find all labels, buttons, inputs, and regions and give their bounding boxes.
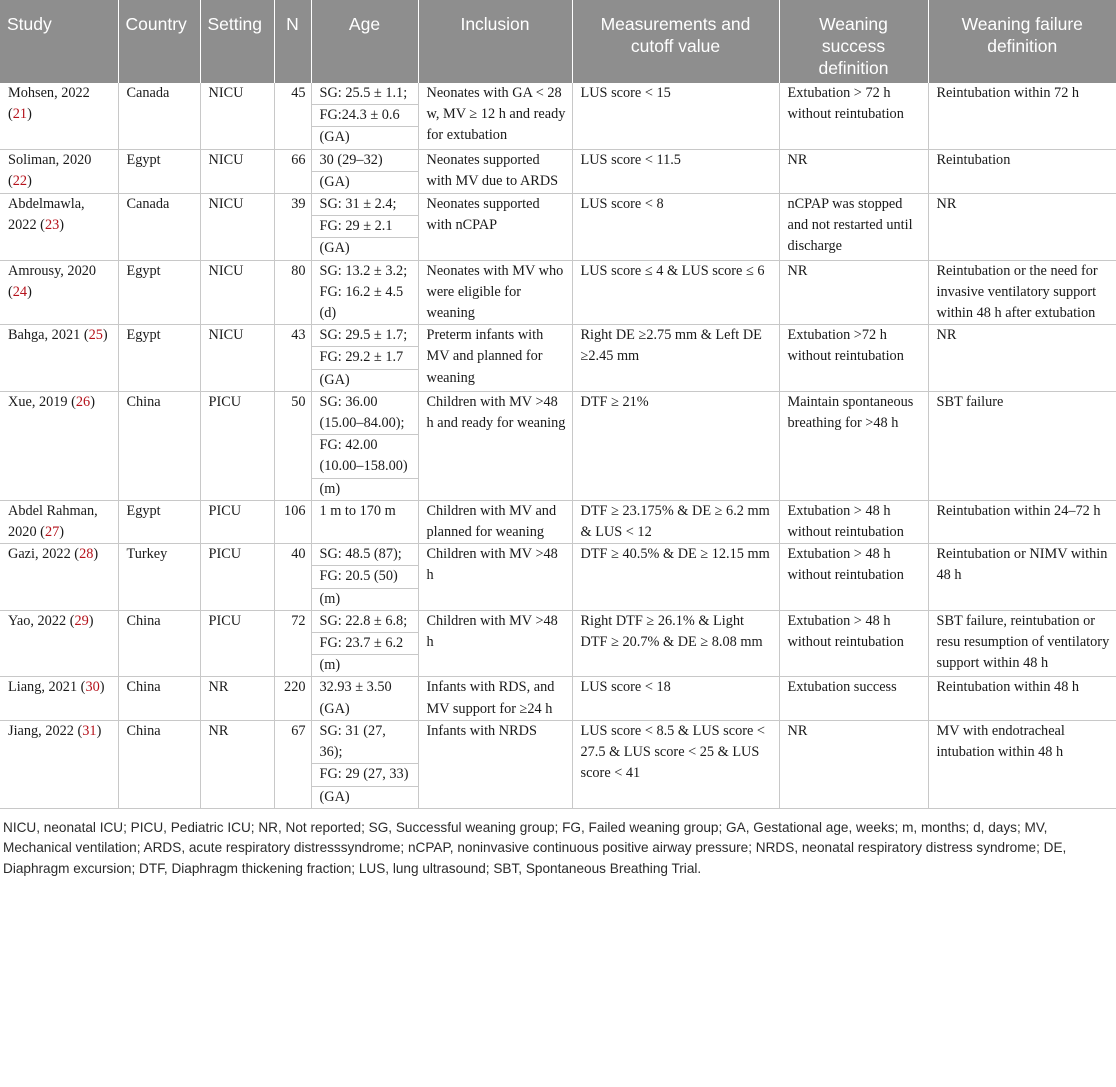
age-line: (GA) bbox=[319, 173, 350, 190]
study-cell: Gazi, 2022 (28) bbox=[0, 544, 118, 611]
age-line: FG: 29.2 ± 1.7 bbox=[312, 347, 418, 369]
study-cell: Yao, 2022 (29) bbox=[0, 610, 118, 677]
country-cell: China bbox=[118, 677, 200, 720]
success-definition-cell: Extubation > 48 h without reintubation bbox=[779, 544, 928, 611]
sample-size-cell: 72 bbox=[274, 610, 311, 677]
setting-cell: NR bbox=[200, 720, 274, 808]
age-line: SG: 31 (27, 36); bbox=[312, 721, 418, 764]
sample-size-cell: 106 bbox=[274, 500, 311, 543]
sample-size-cell: 39 bbox=[274, 194, 311, 261]
measurement-cell: LUS score ≤ 4 & LUS score ≤ 6 bbox=[572, 260, 779, 325]
inclusion-cell: Children with MV and planned for weaning bbox=[418, 500, 572, 543]
study-name: Abdelmawla, 2022 bbox=[8, 196, 85, 234]
table-footnote: NICU, neonatal ICU; PICU, Pediatric ICU; NR, Not reported; SG, Successful weaning group; FG, Failed weaning group; GA, Gestational age, weeks; m, months; d, days; MV, Mechanical ventilation; ARDS, acute respiratory distresssyndrome; nCPAP, noninvasive continuous positive airway pressure; NRDS, neonatal respiratory distress syndrome; DE, Diaphragm excursion; DTF, Diaphragm thickening fraction; LUS, lung ultrasound; SBT, Spontaneous Breathing Trial. bbox=[3, 819, 1067, 876]
study-name: Mohsen, 2022 bbox=[8, 85, 90, 101]
setting-cell: PICU bbox=[200, 544, 274, 611]
table-row bbox=[0, 677, 1116, 720]
table-row bbox=[0, 720, 1116, 808]
measurement-cell: Right DTF ≥ 26.1% & Light DTF ≥ 20.7% & DE ≥ 8.08 mm bbox=[572, 610, 779, 677]
table-row bbox=[0, 391, 1116, 500]
header-weaning-failure: Weaning failure definition bbox=[928, 0, 1116, 83]
failure-definition-cell: SBT failure, reintubation or resu resumption of ventilatory support within 48 h bbox=[928, 610, 1116, 677]
setting-cell: NR bbox=[200, 677, 274, 720]
age-cell bbox=[311, 260, 418, 325]
sample-size-cell: 67 bbox=[274, 720, 311, 808]
inclusion-cell: Neonates supported with MV due to ARDS bbox=[418, 149, 572, 193]
table-row bbox=[0, 194, 1116, 261]
failure-definition-cell: SBT failure bbox=[928, 391, 1116, 500]
study-cell: Liang, 2021 (30) bbox=[0, 677, 118, 720]
success-definition-cell: Extubation > 72 h without reintubation bbox=[779, 83, 928, 149]
success-definition-cell: Extubation >72 h without reintubation bbox=[779, 325, 928, 392]
measurement-cell: LUS score < 11.5 bbox=[572, 149, 779, 193]
header-setting: Setting bbox=[200, 0, 274, 83]
age-cell bbox=[311, 544, 418, 611]
age-cell bbox=[311, 677, 418, 720]
reference-link[interactable]: 24 bbox=[12, 283, 28, 300]
inclusion-cell: Children with MV >48 h bbox=[418, 610, 572, 677]
header-age: Age bbox=[311, 0, 418, 83]
age-line: FG:24.3 ± 0.6 bbox=[312, 105, 418, 127]
header-country: Country bbox=[118, 0, 200, 83]
success-definition-cell: NR bbox=[779, 720, 928, 808]
setting-cell: NICU bbox=[200, 260, 274, 325]
study-cell: Abdelmawla, 2022 (23) bbox=[0, 194, 118, 261]
reference-link[interactable]: 27 bbox=[44, 524, 60, 541]
reference-link[interactable]: 25 bbox=[88, 327, 103, 344]
study-cell: Mohsen, 2022 (21) bbox=[0, 83, 118, 149]
age-line: SG: 25.5 ± 1.1; bbox=[312, 83, 418, 105]
success-definition-cell: Maintain spontaneous breathing for >48 h bbox=[779, 391, 928, 500]
study-name: Liang, 2021 bbox=[8, 679, 78, 696]
header-n: N bbox=[274, 0, 311, 83]
age-line: (m) bbox=[319, 480, 341, 497]
setting-cell: NICU bbox=[200, 149, 274, 193]
measurement-cell: DTF ≥ 40.5% & DE ≥ 12.15 mm bbox=[572, 544, 779, 611]
measurement-cell: LUS score < 8.5 & LUS score < 27.5 & LUS score < 25 & LUS score < 41 bbox=[572, 720, 779, 808]
study-cell: Bahga, 2021 (25) bbox=[0, 325, 118, 392]
table-row bbox=[0, 500, 1116, 543]
study-name: Gazi, 2022 bbox=[8, 546, 71, 563]
age-line: SG: 36.00 (15.00–84.00); bbox=[312, 392, 418, 435]
study-cell: Amrousy, 2020 (24) bbox=[0, 260, 118, 325]
study-name: Abdel Rahman, 2020 bbox=[8, 502, 98, 541]
study-name: Amrousy, 2020 bbox=[8, 262, 97, 279]
inclusion-cell: Children with MV >48 h and ready for weaning bbox=[418, 391, 572, 500]
header-inclusion: Inclusion bbox=[418, 0, 572, 83]
study-name: Jiang, 2022 bbox=[8, 722, 74, 739]
reference-link[interactable]: 28 bbox=[79, 546, 94, 563]
header-weaning-success: Weaning success definition bbox=[779, 0, 928, 83]
table-row bbox=[0, 83, 1116, 149]
failure-definition-cell: Reintubation within 72 h bbox=[928, 83, 1116, 149]
reference-link[interactable]: 29 bbox=[74, 612, 89, 629]
age-line: (GA) bbox=[319, 788, 350, 805]
sample-size-cell: 45 bbox=[274, 83, 311, 149]
table-row bbox=[0, 325, 1116, 392]
reference-link[interactable]: 21 bbox=[12, 106, 28, 123]
age-line: FG: 29 ± 2.1 bbox=[312, 216, 418, 238]
table-row bbox=[0, 149, 1116, 193]
setting-cell: PICU bbox=[200, 500, 274, 543]
inclusion-cell: Neonates with MV who were eligible for weaning bbox=[418, 260, 572, 325]
age-line: 1 m to 170 m bbox=[319, 502, 396, 519]
sample-size-cell: 50 bbox=[274, 391, 311, 500]
age-line: SG: 22.8 ± 6.8; bbox=[312, 611, 418, 633]
country-cell: China bbox=[118, 391, 200, 500]
age-line: SG: 13.2 ± 3.2; FG: 16.2 ± 4.5 (d) bbox=[319, 262, 408, 322]
inclusion-cell: Preterm infants with MV and planned for weaning bbox=[418, 325, 572, 392]
reference-link[interactable]: 26 bbox=[75, 393, 91, 410]
success-definition-cell: Extubation > 48 h without reintubation bbox=[779, 500, 928, 543]
age-line: SG: 29.5 ± 1.7; bbox=[312, 325, 418, 347]
age-cell bbox=[311, 720, 418, 808]
age-cell bbox=[311, 610, 418, 677]
age-cell bbox=[311, 149, 418, 193]
country-cell: Turkey bbox=[118, 544, 200, 611]
setting-cell: NICU bbox=[200, 83, 274, 149]
failure-definition-cell: Reintubation bbox=[928, 149, 1116, 193]
age-line: SG: 31 ± 2.4; bbox=[312, 194, 418, 216]
sample-size-cell: 40 bbox=[274, 544, 311, 611]
inclusion-cell: Infants with RDS, and MV support for ≥24 h bbox=[418, 677, 572, 720]
reference-link[interactable]: 22 bbox=[12, 172, 28, 189]
table-row bbox=[0, 544, 1116, 611]
success-definition-cell: NR bbox=[779, 260, 928, 325]
measurement-cell: Right DE ≥2.75 mm & Left DE ≥2.45 mm bbox=[572, 325, 779, 392]
study-cell: Xue, 2019 (26) bbox=[0, 391, 118, 500]
age-line: (m) bbox=[319, 590, 341, 607]
inclusion-cell: Infants with NRDS bbox=[418, 720, 572, 808]
reference-link[interactable]: 31 bbox=[82, 722, 97, 739]
age-line: SG: 48.5 (87); bbox=[312, 544, 418, 566]
success-definition-cell: Extubation > 48 h without reintubation bbox=[779, 610, 928, 677]
age-cell bbox=[311, 325, 418, 392]
inclusion-cell: Neonates supported with nCPAP bbox=[418, 194, 572, 261]
success-definition-cell: Extubation success bbox=[779, 677, 928, 720]
study-name: Xue, 2019 bbox=[8, 393, 68, 410]
study-name: Soliman, 2020 bbox=[8, 151, 92, 168]
age-line: 32.93 ± 3.50 (GA) bbox=[319, 679, 392, 717]
study-cell: Abdel Rahman, 2020 (27) bbox=[0, 500, 118, 543]
measurement-cell: DTF ≥ 21% bbox=[572, 391, 779, 500]
country-cell: Egypt bbox=[118, 500, 200, 543]
age-cell bbox=[311, 391, 418, 500]
age-cell bbox=[311, 500, 418, 543]
age-line: (GA) bbox=[319, 371, 350, 388]
failure-definition-cell: Reintubation or the need for invasive ventilatory support within 48 h after extubation bbox=[928, 260, 1116, 325]
country-cell: Egypt bbox=[118, 149, 200, 193]
failure-definition-cell: Reintubation within 48 h bbox=[928, 677, 1116, 720]
failure-definition-cell: MV with endotracheal intubation within 48 h bbox=[928, 720, 1116, 808]
age-line: FG: 20.5 (50) bbox=[312, 566, 418, 588]
country-cell: Egypt bbox=[118, 325, 200, 392]
setting-cell: NICU bbox=[200, 325, 274, 392]
study-cell: Jiang, 2022 (31) bbox=[0, 720, 118, 808]
age-line: FG: 42.00 (10.00–158.00) bbox=[312, 435, 418, 478]
setting-cell: PICU bbox=[200, 391, 274, 500]
sample-size-cell: 43 bbox=[274, 325, 311, 392]
success-definition-cell: nCPAP was stopped and not restarted until discharge bbox=[779, 194, 928, 261]
country-cell: China bbox=[118, 610, 200, 677]
age-line: FG: 29 (27, 33) bbox=[312, 764, 418, 786]
age-line: (m) bbox=[319, 657, 341, 674]
failure-definition-cell: Reintubation within 24–72 h bbox=[928, 500, 1116, 543]
header-study: Study bbox=[0, 0, 118, 83]
age-line: (GA) bbox=[319, 240, 350, 257]
age-line: 30 (29–32) bbox=[312, 150, 418, 172]
failure-definition-cell: Reintubation or NIMV within 48 h bbox=[928, 544, 1116, 611]
failure-definition-cell: NR bbox=[928, 194, 1116, 261]
table-row bbox=[0, 260, 1116, 325]
study-cell: Soliman, 2020 (22) bbox=[0, 149, 118, 193]
setting-cell: PICU bbox=[200, 610, 274, 677]
country-cell: Canada bbox=[118, 194, 200, 261]
measurement-cell: LUS score < 18 bbox=[572, 677, 779, 720]
header-measurements: Measurements and cutoff value bbox=[572, 0, 779, 83]
country-cell: Egypt bbox=[118, 260, 200, 325]
age-line: (GA) bbox=[319, 129, 350, 146]
age-cell bbox=[311, 83, 418, 149]
setting-cell: NICU bbox=[200, 194, 274, 261]
reference-link[interactable]: 30 bbox=[85, 679, 100, 696]
failure-definition-cell: NR bbox=[928, 325, 1116, 392]
measurement-cell: LUS score < 8 bbox=[572, 194, 779, 261]
header-row bbox=[0, 0, 1116, 83]
success-definition-cell: NR bbox=[779, 149, 928, 193]
sample-size-cell: 220 bbox=[274, 677, 311, 720]
inclusion-cell: Children with MV >48 h bbox=[418, 544, 572, 611]
study-name: Bahga, 2021 bbox=[8, 327, 81, 344]
inclusion-cell: Neonates with GA < 28 w, MV ≥ 12 h and ready for extubation bbox=[418, 83, 572, 149]
reference-link[interactable]: 23 bbox=[44, 217, 60, 234]
sample-size-cell: 66 bbox=[274, 149, 311, 193]
age-cell bbox=[311, 194, 418, 261]
table-row bbox=[0, 610, 1116, 677]
measurement-cell: LUS score < 15 bbox=[572, 83, 779, 149]
sample-size-cell: 80 bbox=[274, 260, 311, 325]
measurement-cell: DTF ≥ 23.175% & DE ≥ 6.2 mm & LUS < 12 bbox=[572, 500, 779, 543]
country-cell: China bbox=[118, 720, 200, 808]
study-name: Yao, 2022 bbox=[8, 612, 67, 629]
age-line: FG: 23.7 ± 6.2 bbox=[312, 633, 418, 655]
country-cell: Canada bbox=[118, 83, 200, 149]
